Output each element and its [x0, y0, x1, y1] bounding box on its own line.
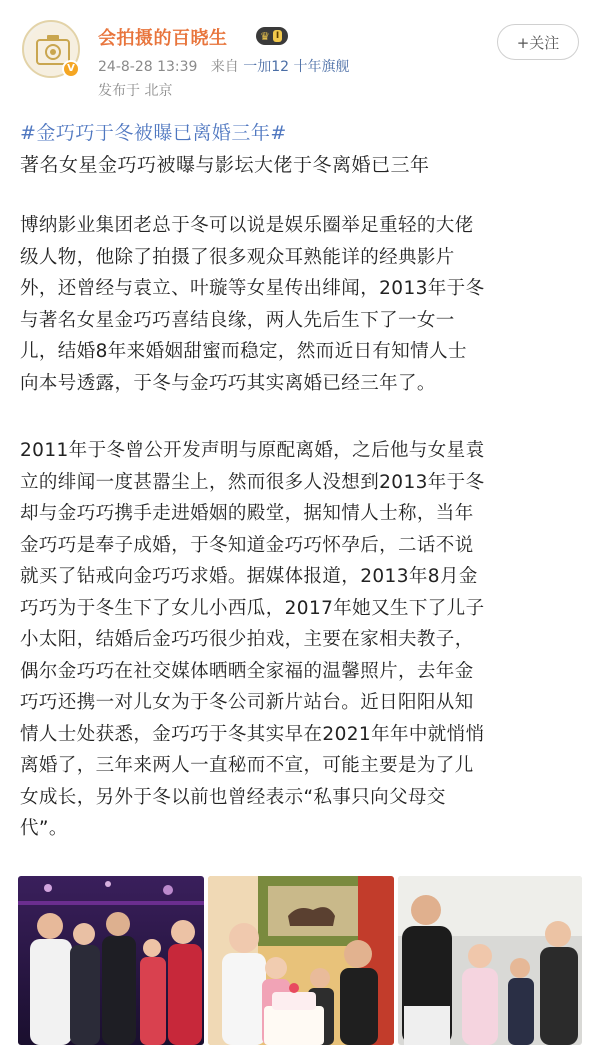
text-line: 与著名女星金巧巧喜结良缘，两人先后生下了一女一 — [20, 309, 455, 331]
text-line: 巧巧还携一对儿女为于冬公司新片站台。近日阳阳从知 — [20, 692, 474, 713]
text-line: 金巧巧是奉子成婚，于冬知道金巧巧怀孕后，二话不说 — [20, 534, 474, 556]
text-line: 女成长，另外于冬以前也曾经表示“私事只向父母交 — [20, 786, 446, 808]
text-line: 外，还曾经与袁立、叶璇等女星传出绯闻，2013年于冬 — [20, 278, 485, 299]
source-prefix: 来自 — [210, 59, 239, 75]
text-line: 巧巧为于冬生下了女儿小西瓜，2017年她又生下了儿子 — [20, 597, 485, 619]
author-name[interactable]: 会拍摄的百晓生 — [98, 28, 228, 49]
movie-premiere-photo[interactable] — [398, 876, 582, 1045]
post-location: 发布于 北京 — [98, 83, 173, 99]
text-line: 儿，结婚8年来婚姻甜蜜而稳定，然而近日有知情人士 — [20, 341, 467, 362]
text-line: 博纳影业集团老总于冬可以说是娱乐圈举足重轻的大佬 — [20, 215, 474, 236]
photo-grid — [18, 876, 582, 1045]
text-line: 代”。 — [20, 818, 68, 839]
hashtag-link[interactable]: #金巧巧于冬被曝已离婚三年# — [20, 122, 287, 144]
text-line: 就买了钻戒向金巧巧求婚。据媒体报道，2013年8月金 — [20, 566, 478, 587]
post-paragraph-1 — [20, 210, 582, 399]
level-badge[interactable] — [256, 27, 288, 45]
post-meta — [98, 56, 350, 76]
text-line: 却与金巧巧携手走进婚姻的殿堂，据知情人士称，当年 — [20, 503, 474, 524]
crown-icon: ♛ — [260, 29, 270, 43]
text-line: 小太阳，结婚后金巧巧很少拍戏，主要在家相夫教子， — [20, 629, 474, 650]
post-header — [0, 0, 600, 108]
text-line: 偶尔金巧巧在社交媒体晒晒全家福的温馨照片，去年金 — [20, 660, 474, 682]
post-paragraph-2 — [20, 435, 582, 845]
text-line: 离婚了，三年来两人一直秘而不宣，可能主要是为了儿 — [20, 755, 474, 776]
text-line: 向本号透露，于冬与金巧巧其实离婚已经三年了。 — [20, 372, 436, 394]
follow-button[interactable]: +关注 — [497, 24, 579, 60]
text-line: 立的绯闻一度甚嚣尘上，然而很多人没想到2013年于冬 — [20, 471, 485, 493]
birthday-cake-photo[interactable] — [208, 876, 394, 1045]
text-line: 情人士处获悉，金巧巧于冬其实早在2021年年中就悄悄 — [20, 723, 485, 745]
device-link[interactable]: 一加12 十年旗舰 — [243, 59, 350, 75]
post-subtitle: 著名女星金巧巧被曝与影坛大佬于冬离婚已三年 — [20, 154, 430, 176]
level-value: I — [273, 30, 282, 42]
verified-badge-icon: V — [62, 60, 80, 78]
post-timestamp: 24-8-28 13:39 — [98, 59, 198, 75]
text-line: 2011年于冬曾公开发声明与原配离婚，之后他与女星袁 — [20, 440, 485, 461]
family-party-photo[interactable] — [18, 876, 204, 1045]
text-line: 级人物，他除了拍摄了很多观众耳熟能详的经典影片 — [20, 246, 455, 268]
